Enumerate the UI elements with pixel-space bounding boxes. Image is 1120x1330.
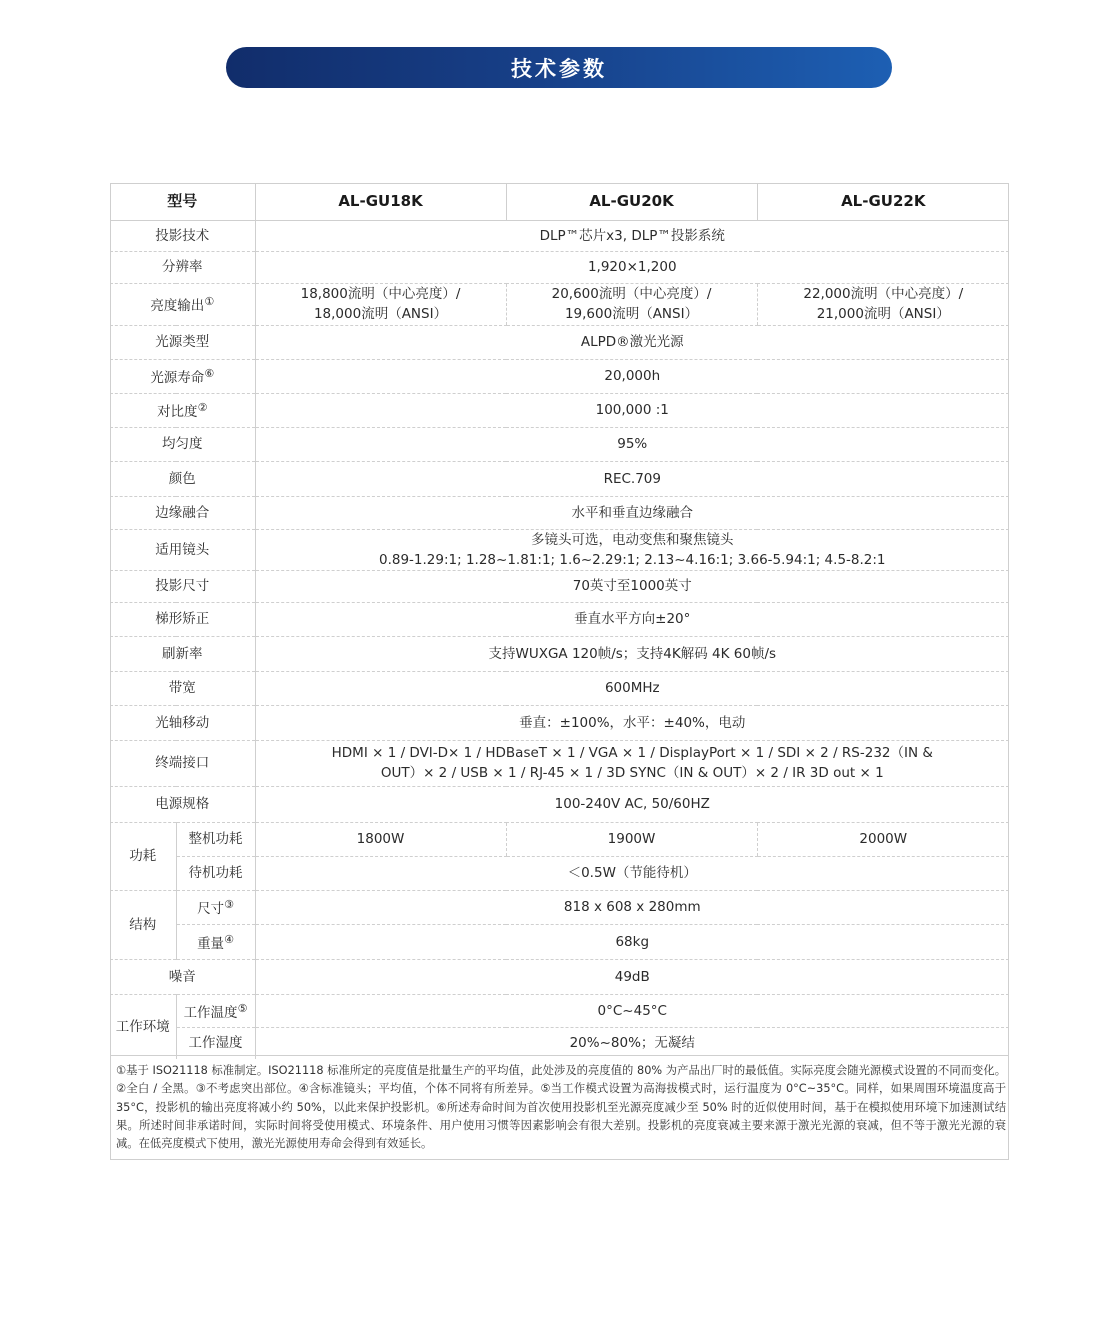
table-row	[110, 325, 1009, 359]
table-row	[110, 283, 1009, 325]
row-label: 终端接口	[110, 740, 255, 786]
row-label: 工作湿度	[176, 1027, 255, 1059]
row-value: 水平和垂直边缘融合	[255, 496, 1009, 529]
row-label: 颜色	[110, 461, 255, 496]
row-value: 20,000h	[255, 359, 1009, 393]
table-row	[110, 890, 1009, 924]
row-value: 95%	[255, 427, 1009, 461]
row-value: 垂直水平方向±20°	[255, 602, 1009, 636]
table-row	[110, 602, 1009, 636]
value-line: 19,600流明（ANSI）	[564, 306, 699, 322]
value-line: 20,600流明（中心亮度）/	[551, 286, 712, 302]
footnotes: ①基于 ISO21118 标准制定。ISO21118 标准所定的亮度值是批量生产的平均值，此处涉及的亮度值的 80% 为产品出厂时的最低值。实际亮度会随光源模式设置的不同而变化。②全白 / 全黑。③不考虑突出部位。④含标准镜头；平均值，个体不同将有所差异。⑤当工作模式设置为高海拔模式时，运行温度为 0°C~35°C。同样，如果周围环境温度高于 35°C，投影机的输出亮度将减小约 50%，以此来保护投影机。⑥所述寿命时间为首次使用投影机至光源亮度减少至 50% 时的近似使用时间，基于在模拟使用环境下加速测试结果。所述时间非承诺时间，实际时间将受使用模式、环境条件、用户使用习惯等因素影响会有很大差别。投影机的亮度衰减主要来源于激光光源的衰减，但不等于激光光源的衰减。在低亮度模式下使用，激光光源使用寿命会得到有效延长。	[116, 1064, 1006, 1151]
row-label	[110, 359, 255, 393]
table-row	[110, 393, 1009, 427]
model-name: AL-GU18K	[255, 183, 506, 220]
table-row	[110, 359, 1009, 393]
row-label	[176, 924, 255, 959]
table-row	[110, 856, 1009, 890]
table-row	[110, 740, 1009, 786]
row-label	[110, 283, 255, 325]
row-label: 投影尺寸	[110, 570, 255, 602]
row-value: 818 x 608 x 280mm	[255, 890, 1009, 924]
model-name: AL-GU22K	[757, 183, 1009, 220]
row-label: 梯形矫正	[110, 602, 255, 636]
row-value: 0°C~45°C	[255, 994, 1009, 1027]
label-text: 尺寸	[197, 901, 225, 917]
row-value	[757, 283, 1009, 325]
table-row	[110, 461, 1009, 496]
table-row	[110, 822, 1009, 856]
table-row	[110, 924, 1009, 959]
row-label	[110, 393, 255, 427]
row-value: ＜0.5W（节能待机）	[255, 856, 1009, 890]
row-value: 600MHz	[255, 671, 1009, 705]
label-text: 亮度输出	[150, 298, 205, 314]
row-label: 投影技术	[110, 220, 255, 251]
label-text: 光源寿命	[150, 370, 205, 386]
label-text: 重量	[197, 935, 225, 952]
row-label: 待机功耗	[176, 856, 255, 890]
footnote-mark: ③	[224, 898, 234, 911]
model-name: AL-GU20K	[506, 183, 757, 220]
footnote-mark: ⑥	[204, 367, 215, 380]
table-row	[110, 994, 1009, 1027]
table-row	[110, 220, 1009, 251]
footnote-mark: ⑤	[237, 1001, 248, 1015]
row-label: 光轴移动	[110, 705, 255, 740]
table-row	[110, 427, 1009, 461]
row-label	[176, 994, 255, 1027]
value-line: HDMI × 1 / DVI-D× 1 / HDBaseT × 1 / VGA × 1 / DisplayPort × 1 / SDI × 2 / RS-232（IN &	[331, 745, 933, 761]
row-value: 68kg	[255, 924, 1009, 959]
row-value	[255, 740, 1009, 786]
row-label: 分辨率	[110, 251, 255, 283]
table-row	[110, 705, 1009, 740]
row-value: 49dB	[255, 959, 1009, 994]
table-row	[110, 251, 1009, 283]
section-title: 技术参数	[511, 56, 607, 81]
row-value: 1900W	[506, 822, 757, 856]
row-value: 1,920×1,200	[255, 251, 1009, 283]
row-label: 带宽	[110, 671, 255, 705]
group-label: 工作环境	[110, 994, 176, 1059]
row-value: 1800W	[255, 822, 506, 856]
value-line: 18,000流明（ANSI）	[313, 306, 448, 322]
row-value: 垂直：±100%，水平：±40%，电动	[255, 705, 1009, 740]
label-text: 工作温度	[183, 1004, 238, 1021]
table-row	[110, 496, 1009, 529]
value-line: 0.89-1.29:1; 1.28~1.81:1; 1.6~2.29:1; 2.13~4.16:1; 3.66-5.94:1; 4.5-8.2:1	[379, 551, 886, 568]
footnote-mark: ②	[197, 401, 208, 414]
row-label: 整机功耗	[176, 822, 255, 856]
footnote-mark: ①	[204, 295, 215, 308]
label-text: 对比度	[157, 404, 198, 420]
row-value: 70英寸至1000英寸	[255, 570, 1009, 602]
row-value: ALPD®激光光源	[255, 325, 1009, 359]
value-line: 21,000流明（ANSI）	[816, 306, 950, 322]
row-label: 边缘融合	[110, 496, 255, 529]
row-value: 100,000 :1	[255, 393, 1009, 427]
section-title-banner	[226, 47, 892, 88]
value-line: 22,000流明（中心亮度）/	[803, 286, 964, 302]
row-label: 刷新率	[110, 636, 255, 671]
row-label: 电源规格	[110, 786, 255, 822]
row-value: 100-240V AC, 50/60HZ	[255, 786, 1009, 822]
group-label: 功耗	[110, 822, 176, 890]
row-label: 光源类型	[110, 325, 255, 359]
table-row	[110, 671, 1009, 705]
table-row	[110, 570, 1009, 602]
footnote-mark: ④	[224, 932, 234, 946]
row-value	[255, 283, 506, 325]
table-row	[110, 786, 1009, 822]
row-value: 20%~80%；无凝结	[569, 1035, 695, 1052]
table-row	[110, 529, 1009, 570]
spec-table	[110, 183, 1009, 1059]
value-line: 多镜头可选，电动变焦和聚焦镜头	[531, 531, 734, 548]
row-label: 均匀度	[110, 427, 255, 461]
row-value: 支持WUXGA 120帧/s；支持4K解码 4K 60帧/s	[255, 636, 1009, 671]
row-value: REC.709	[255, 461, 1009, 496]
row-label: 噪音	[110, 959, 255, 994]
row-value	[506, 283, 757, 325]
value-line: OUT）× 2 / USB × 1 / RJ-45 × 1 / 3D SYNC（IN & OUT）× 2 / IR 3D out × 1	[380, 765, 884, 781]
group-label: 结构	[110, 890, 176, 959]
row-label	[176, 890, 255, 924]
row-value	[255, 529, 1009, 570]
notes-divider	[110, 1055, 1009, 1056]
row-value: 2000W	[757, 822, 1009, 856]
model-header: 型号	[110, 183, 255, 220]
row-value: DLP™芯片x3, DLP™投影系统	[255, 220, 1009, 251]
table-row	[110, 959, 1009, 994]
value-line: 18,800流明（中心亮度）/	[300, 286, 461, 302]
table-row	[110, 636, 1009, 671]
table-header-row	[110, 183, 1009, 220]
row-label: 适用镜头	[110, 529, 255, 570]
